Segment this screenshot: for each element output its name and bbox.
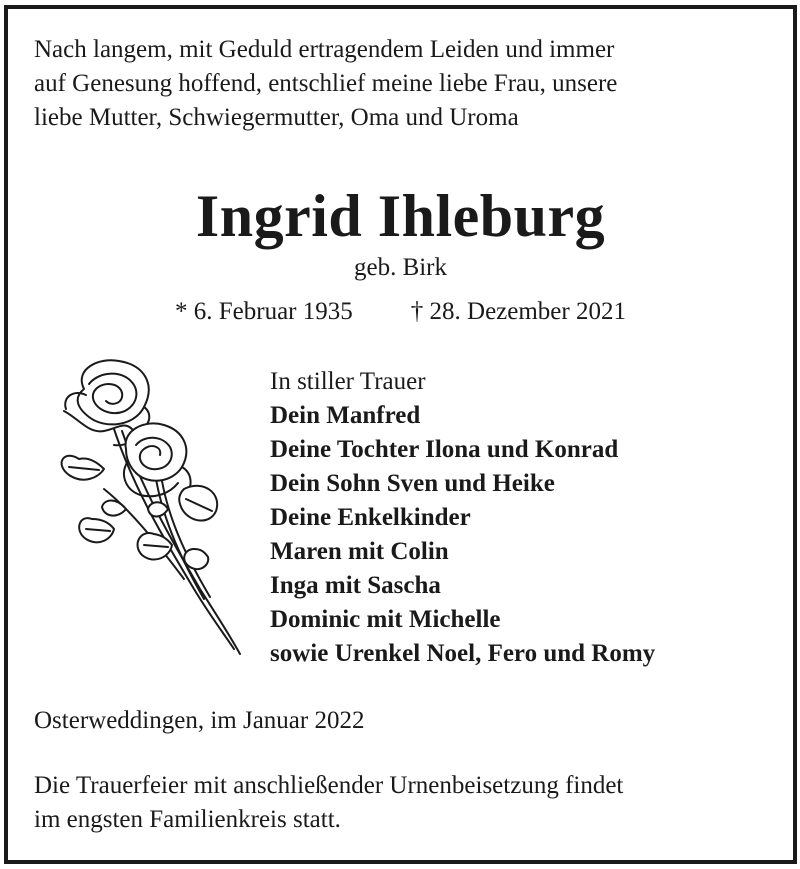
place-date: Osterweddingen, im Januar 2022 [34,707,365,734]
roses-icon [44,349,249,664]
ceremony-notice [34,769,779,837]
obituary-frame [4,5,797,864]
mourner-name: Maren mit Colin [270,538,449,565]
intro-line: liebe Mutter, Schwiegermutter, Oma und Uroma [34,104,519,131]
maiden-name: geb. Birk [353,254,448,281]
intro-line: Nach langem, mit Geduld ertragendem Leiden und immer [34,36,615,63]
death-date: † 28. Dezember 2021 [410,298,626,325]
ceremony-line: Die Trauerfeier mit anschließender Urnenbeisetzung findet [34,772,624,799]
intro-text [34,33,774,135]
ceremony-line: im engsten Familienkreis statt. [34,806,341,833]
deceased-name: Ingrid Ihleburg [195,183,606,249]
mourner-name: Inga mit Sascha [270,572,441,599]
life-dates [8,295,793,329]
birth-date: * 6. Februar 1935 [175,298,353,325]
mourner-name: Dein Manfred [270,402,421,429]
intro-line: auf Genesung hoffend, entschlief meine liebe Frau, unsere [34,70,618,97]
mourning-lead: In stiller Trauer [270,368,426,395]
mourners-list [270,365,780,671]
mourner-name: Deine Tochter Ilona und Konrad [270,436,619,463]
mourner-name: Dominic mit Michelle [270,606,501,633]
mourner-name: Dein Sohn Sven und Heike [270,470,555,497]
mourner-name: sowie Urenkel Noel, Fero und Romy [270,640,656,667]
mourner-name: Deine Enkelkinder [270,504,471,531]
